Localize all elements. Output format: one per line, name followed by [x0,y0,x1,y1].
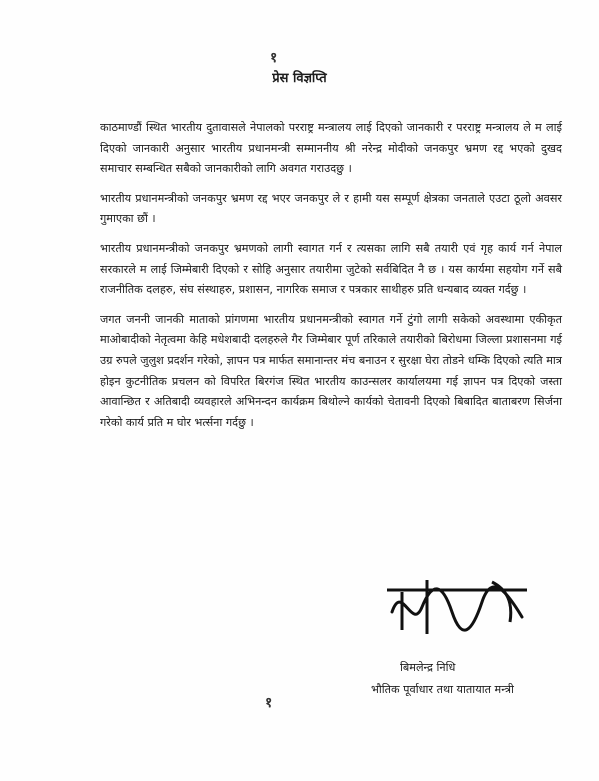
paragraph-3: भारतीय प्रधानमन्त्रीको जनकपुर भ्रमणको लागी स्वागत गर्न र त्यसका लागि सबै तयारी एवं गृह कार्य गर्न नेपाल सरकारले म लाई जिम्मेबारी दिएको र सोहि अनुसार तयारीमा जुटेको सर्वबिदित नै छ । यस कार्यमा सहयोग गर्ने सबै राजनीतिक दलहरु, संघ संस्थाहरु, प्रशासन, नागरिक समाज र पत्रकार साथीहरु प्रति धन्यबाद व्यक्त गर्दछु । [100,241,562,297]
handwritten-signature [382,562,532,652]
paragraph-4: जगत जननी जानकी माताको प्रांगणमा भारतीय प्रधानमन्त्रीको स्वागत गर्ने टुंगो लागी सकेको अवस्थामा एकीकृत माओबादीको नेतृत्वमा केहि मधेशबादी दलहरुले गैर जिम्मेबार पूर्ण तरिकाले तयारीको बिरोधमा जिल्ला प्रशासनमा गई उग्र रुपले जुलुश प्रदर्शन गरेको, ज्ञापन पत्र मार्फत समानान्तर मंच बनाउन र सुरक्षा घेरा तोडने धम्कि दिएको त्यति मात्र होइन कुटनीतिक प्रचलन को विपरित बिरगंज स्थित भारतीय काउन्सलर कार्यालयमा गई ज्ञापन पत्र दिएको जस्ता आवान्छित र अतिबादी व्यवहारले अभिनन्दन कार्यक्रम बिथोल्ने कार्यको चेतावनी दिएको बिबादित बाताबरण सिर्जना गरेको कार्य प्रति म घोर भर्त्सना गर्दछु । [100,312,562,429]
signatory-title: भौतिक पूर्वाधार तथा यातायात मन्त्री [371,683,514,696]
page-mark-bottom: १ [265,695,273,711]
page-mark-top: १ [270,50,278,66]
page-title: प्रेस विज्ञप्ति [272,71,327,86]
body-text [100,118,562,442]
signatory-name: बिमलेन्द्र निधि [400,661,456,674]
paragraph-1: काठमाण्डौं स्थित भारतीय दुतावासले नेपालको परराष्ट्र मन्त्रालय लाई दिएको जानकारी र परराष्ट्र मन्त्रालय ले म लाई दिएको जानकारी अनुसार भारतीय प्रधानमन्त्री सम्माननीय श्री नरेन्द्र मोदीको जनकपुर भ्रमण रद्द भएको दुखद समाचार सम्बन्धित सबैको जानकारीको लागि अवगत गराउदछु । [100,121,562,176]
paragraph-2: भारतीय प्रधानमन्त्रीको जनकपुर भ्रमण रद्द भएर जनकपुर ले र हामी यस सम्पूर्ण क्षेत्रका जनताले एउटा ठूलो अवसर गुमाएका छौं । [100,191,562,226]
